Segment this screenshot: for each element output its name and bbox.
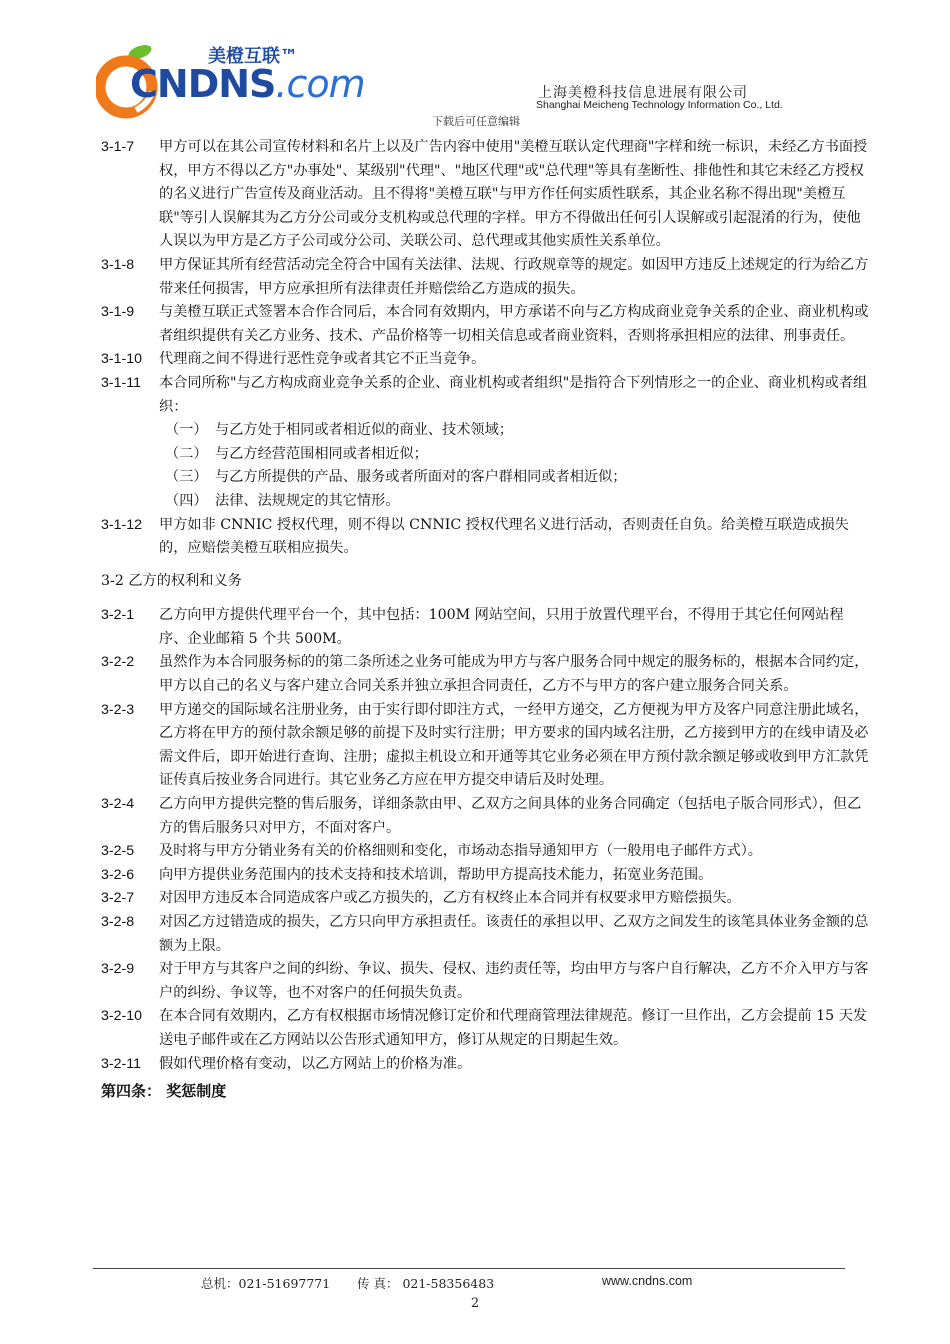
logo-chinese-text: 美橙互联™ <box>208 46 298 67</box>
header-note: 下载后可任意编辑 <box>432 115 520 128</box>
footer-phone: 总机：021-51697771 <box>201 1276 331 1291</box>
clause: 3-2-7 对因甲方违反本合同造成客户或乙方损失的，乙方有权终止本合同并有权要求甲方赔偿损失。 <box>101 890 741 907</box>
sub-item: （三） 与乙方所提供的产品、服务或者所面对的客户群相同或者相近似； <box>165 469 627 486</box>
section-heading: 3-2 乙方的权利和义务 <box>101 572 242 589</box>
sub-item: （四） 法律、法规规定的其它情形。 <box>165 492 400 509</box>
clause: 3-2-9 对于甲方与其客户之间的纠纷、争议、损失、侵权、违约责任等，均由甲方与客户自行解决，乙方不介入甲方与客户的纠纷、争议等，也不对客户的任何损失负责。 <box>101 961 869 1001</box>
document-body <box>101 136 871 1101</box>
clause: 3-2-6 向甲方提供业务范围内的技术支持和技术培训，帮助甲方提高技术能力，拓宽业务范围。 <box>101 866 713 883</box>
article-heading: 第四条： 奖惩制度 <box>101 1082 227 1101</box>
clause: 3-2-8 对因乙方过错造成的损失，乙方只向甲方承担责任。该责任的承担以甲、乙双方之间发生的该笔具体业务金额的总额为上限。 <box>101 914 869 954</box>
footer-website-link[interactable]: www.cndns.com <box>602 1274 693 1288</box>
clause: 3-1-12 甲方如非 CNNIC 授权代理，则不得以 CNNIC 授权代理名义进行活动，否则责任自负。给美橙互联造成损失的，应赔偿美橙互联相应损失。 <box>101 516 849 557</box>
clause: 3-2-4 乙方向甲方提供完整的售后服务，详细条款由甲、乙双方之间具体的业务合同确定（包括电子版合同形式），但乙方的售后服务只对甲方，不面对客户。 <box>101 796 862 836</box>
clause: 3-1-11 本合同所称"与乙方构成商业竞争关系的企业、商业机构或者组织"是指符合下列情形之一的企业、商业机构或者组织： <box>101 374 868 415</box>
clause: 3-1-7 甲方可以在其公司宣传材料和名片上以及广告内容中使用"美橙互联认定代理商"字样和统一标识，未经乙方书面授权，甲方不得以乙方"办事处"、某级别"代理"、"地区代理"或"总代理"等具有垄断性、排他性和其它未经乙方授权的名义进行广告宣传及商业活动。且不得将"美橙互联"与甲方作任何实质性联系，其企业名称不得出现"美橙互联"等引人误解其为乙方分公司或分支机构或总代理的字样。甲方不得做出任何引人误解或引起混淆的行为，使他人误以为甲方是乙方子公司或分公司、关联公司、总代理或其他实质性关系单位。 <box>101 139 868 250</box>
clause: 3-2-2 虽然作为本合同服务标的的第二条所述之业务可能成为甲方与客户服务合同中规定的服务标的，根据本合同约定，甲方以自己的名义与客户建立合同关系并独立承担合同责任，乙方不与甲方的客户建立服务合同关系。 <box>101 654 869 695</box>
clause: 3-2-11 假如代理价格有变动，以乙方网站上的价格为准。 <box>101 1055 472 1072</box>
page-number: 2 <box>470 1296 480 1311</box>
clause: 3-2-1 乙方向甲方提供代理平台一个，其中包括：100M 网站空间，只用于放置代理平台，不得用于其它任何网站程序、企业邮箱 5 个共 500M。 <box>101 607 844 647</box>
clause: 3-1-9 与美橙互联正式签署本合作合同后，本合同有效期内，甲方承诺不向与乙方构成商业竞争关系的企业、商业机构或者组织提供有关乙方业务、技术、产品价格等一切相关信息或者商业资料，否则将承担相应的法律、刑事责任。 <box>101 304 869 344</box>
clause: 3-2-3 甲方递交的国际域名注册业务，由于实行即付即注方式，一经甲方递交，乙方便视为甲方及客户同意注册此域名，乙方将在甲方的预付款余额足够的前提下及时实行注册；甲方要求的国内域名注册，乙方接到甲方的在线申请及必需文件后，即开始进行查询、注册；虚拟主机设立和开通等其它业务必须在甲方预付款余额足够或收到甲方汇款凭证传真后按业务合同进行。其它业务乙方应在甲方提交申请后及时处理。 <box>101 701 869 789</box>
page-header <box>0 0 950 130</box>
company-name-chinese: 上海美橙科技信息进展有限公司 <box>538 85 748 101</box>
company-logo <box>96 42 365 122</box>
company-name-english: Shanghai Meicheng Technology Information Co., Ltd. <box>536 99 783 111</box>
clause: 3-1-8 甲方保证其所有经营活动完全符合中国有关法律、法规、行政规章等的规定。如因甲方违反上述规定的行为给乙方带来任何损害，甲方应承担所有法律责任并赔偿给乙方造成的损失。 <box>101 256 869 297</box>
footer-divider <box>93 1268 845 1269</box>
clause: 3-2-10 在本合同有效期内，乙方有权根据市场情况修订定价和代理商管理法律规范。修订一旦作出，乙方会提前 15 天发送电子邮件或在乙方网站以公告形式通知甲方，修订从规定的日期起生效。 <box>101 1008 868 1048</box>
sub-item: （一） 与乙方处于相同或者相近似的商业、技术领域； <box>165 422 513 439</box>
page-footer <box>0 1274 950 1294</box>
clause: 3-2-5 及时将与甲方分销业务有关的价格细则和变化，市场动态指导通知甲方（一般用电子邮件方式）。 <box>101 843 762 860</box>
sub-item: （二） 与乙方经营范围相同或者相近似； <box>165 445 428 462</box>
logo-brand-text: CNDNS.com <box>130 62 365 106</box>
footer-fax: 传 真： 021-58356483 <box>357 1276 495 1291</box>
clause: 3-1-10 代理商之间不得进行恶性竞争或者其它不正当竞争。 <box>101 351 486 368</box>
